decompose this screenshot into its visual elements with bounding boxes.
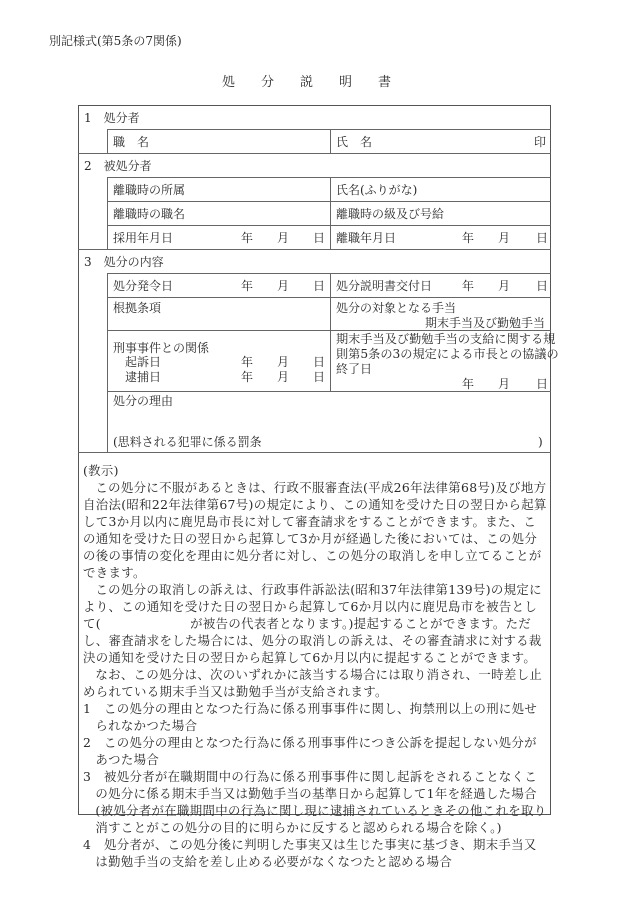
month-unit: 月 (277, 231, 290, 245)
month-unit: 月 (498, 231, 511, 245)
day-unit: 日 (313, 231, 326, 245)
month-unit: 月 (277, 279, 290, 293)
target-allowance-value: 期末手当及び勤勉手当 (425, 316, 546, 330)
issuer-name-label: 氏 名 (336, 135, 373, 149)
year-unit: 年 (462, 377, 475, 391)
month-unit: 月 (498, 279, 511, 293)
month-unit: 月 (498, 377, 511, 391)
affiliation-label: 離職時の所属 (113, 183, 186, 197)
appeal-notice (83, 462, 548, 870)
target-allowance-label: 処分の対象となる手当 (336, 301, 457, 315)
day-unit: 日 (313, 355, 326, 369)
title-char: 説 (300, 75, 314, 90)
day-unit: 日 (536, 377, 549, 391)
indent-divider (107, 129, 108, 153)
notice-item: 2 この処分の理由となつた行為に係る刑事事件につき公訴を提起しない処分があつた場合 (83, 735, 537, 767)
separation-date-label: 離職年月日 (336, 231, 397, 245)
notice-heading: (教示) (83, 463, 119, 478)
consultation-label-line: 則第5条の3の規定による市長との協議の (336, 347, 559, 361)
row-divider (107, 225, 551, 226)
year-unit: 年 (241, 355, 254, 369)
form-reference: 別記様式(第5条の7関係) (49, 34, 182, 48)
section1-heading: 1 処分者 (84, 111, 140, 125)
year-unit: 年 (462, 279, 475, 293)
penal-clause-close: ) (538, 435, 543, 449)
indent-divider (107, 273, 108, 452)
row-divider (107, 297, 551, 298)
day-unit: 日 (536, 231, 549, 245)
title-char: 明 (339, 75, 353, 90)
day-unit: 日 (313, 279, 326, 293)
name-kana-label: 氏名(ふりがな) (336, 183, 418, 197)
order-date-label: 処分発令日 (113, 279, 174, 293)
column-divider (330, 273, 331, 391)
year-unit: 年 (241, 231, 254, 245)
row-divider (107, 201, 551, 202)
day-unit: 日 (536, 279, 549, 293)
year-unit: 年 (241, 279, 254, 293)
row-divider (107, 177, 551, 178)
notice-item: 3 被処分者が在職期間中の行為に係る刑事事件に関し起訴をされることなくこの処分に係る期末手当又は勤勉手当の基準日から起算して1年を経過した場合(被処分者が在職期間中の行為に関し現に逮捕されているときその他これを取り消すことがこの処分の目的に明らかに反すると認められる場合を除く。) (83, 769, 547, 835)
row-divider (107, 330, 551, 331)
reason-label: 処分の理由 (113, 394, 174, 408)
notice-paragraph: この処分の取消しの訴えは、行政事件訴訟法(昭和37年法律第139号)の規定により、この通知を受けた日の翌日から起算して6か月以内に鹿児島市を被告として( が被告の代表者となります。)提起することができます。ただし、審査請求をした場合には、処分の取消しの訴えは、その審査請求に対する裁決の通知を受けた日の翌日から起算して6か月以内に提起することができます。 (83, 582, 542, 665)
position-at-separation-label: 離職時の職名 (113, 207, 186, 221)
column-divider (330, 177, 331, 249)
day-unit: 日 (313, 370, 326, 384)
seal-mark: 印 (534, 135, 547, 149)
criminal-case-label: 刑事事件との関係 (113, 341, 210, 355)
document-title (210, 71, 410, 90)
arrest-date-label: 逮捕日 (125, 370, 162, 384)
row-divider (107, 129, 551, 130)
issuer-position-label: 職 名 (113, 135, 150, 149)
indent-divider (107, 177, 108, 249)
section-divider (78, 249, 551, 250)
column-divider (330, 129, 331, 153)
section-divider (78, 153, 551, 154)
year-unit: 年 (241, 370, 254, 384)
year-unit: 年 (462, 231, 475, 245)
month-unit: 月 (277, 355, 290, 369)
title-char: 書 (378, 75, 392, 90)
title-char: 処 (222, 75, 236, 90)
delivery-date-label: 処分説明書交付日 (336, 279, 433, 293)
basis-label: 根拠条項 (113, 301, 162, 315)
row-divider (107, 391, 551, 392)
title-char: 分 (261, 75, 275, 90)
penal-clause-label: (思料される犯罪に係る罰条 (113, 435, 262, 449)
consultation-label-line: 終了日 (336, 362, 373, 376)
row-divider (107, 273, 551, 274)
month-unit: 月 (277, 370, 290, 384)
notice-paragraph: なお、この処分は、次のいずれかに該当する場合には取り消され、一時差し止められている期末手当又は勤勉手当が支給されます。 (83, 667, 543, 699)
consultation-label-line: 期末手当及び勤勉手当の支給に関する規 (336, 332, 556, 346)
section3-heading: 3 処分の内容 (84, 255, 164, 269)
notice-item: 1 この処分の理由となつた行為に係る刑事事件に関し、拘禁刑以上の刑に処せられなかつた場合 (83, 701, 538, 733)
notice-paragraph: この処分に不服があるときは、行政不服審査法(平成26年法律第68号)及び地方自治法(昭和22年法律第67号)の規定により、この通知を受けた日の翌日から起算して3か月以内に鹿児島市長に対して審査請求をすることができます。また、この通知を受けた日の翌日から起算して3か月が経過した後においては、この処分の後の事情の変化を理由に処分者に対し、この処分の取消しを申し立てることができます。 (83, 480, 547, 580)
notice-item: 4 処分者が、この処分後に判明した事実又は生じた事実に基づき、期末手当又は勤勉手当の支給を差し止める必要がなくなつたと認める場合 (83, 837, 537, 869)
indictment-date-label: 起訴日 (125, 355, 162, 369)
section-divider (78, 452, 551, 453)
hire-date-label: 採用年月日 (113, 231, 174, 245)
section2-heading: 2 被処分者 (84, 159, 152, 173)
grade-label: 離職時の級及び号給 (336, 207, 445, 221)
